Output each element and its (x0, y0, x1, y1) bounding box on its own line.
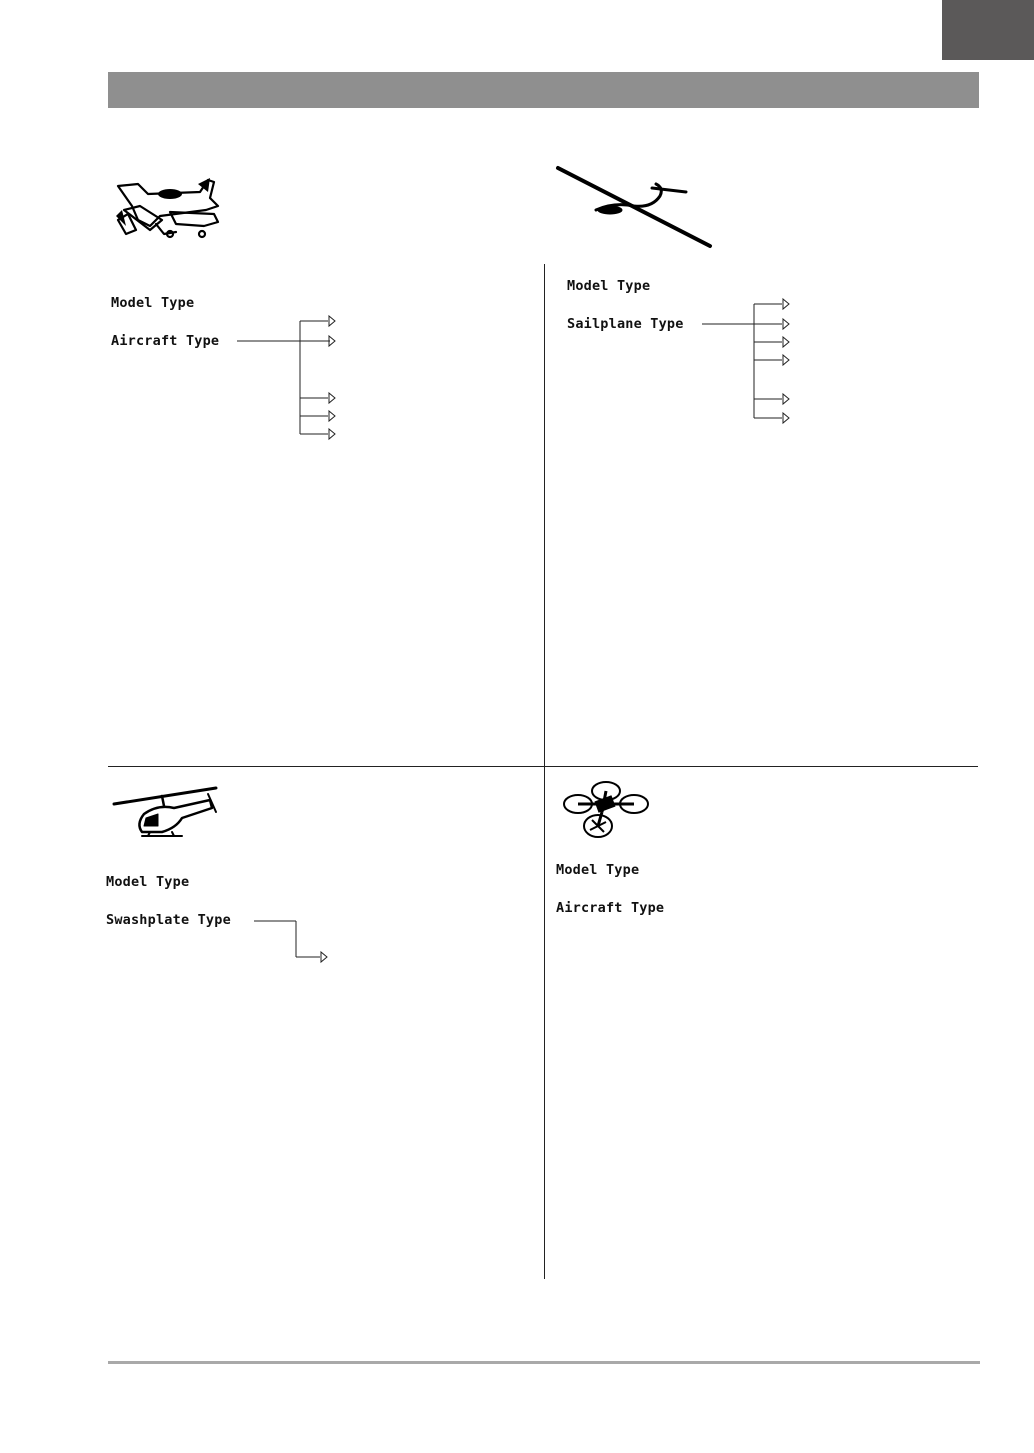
sailplane-type-tree (696, 296, 806, 426)
column-divider-top (544, 264, 545, 766)
helicopter-icon (112, 784, 222, 840)
swashplate-type-tree (250, 914, 340, 970)
footer-rule (108, 1361, 980, 1364)
swashplate-type-label: Swashplate Type (106, 912, 231, 928)
aircraft-type-tree (230, 314, 350, 444)
model-type-label: Model Type (111, 295, 195, 311)
aircraft-type-label: Aircraft Type (556, 900, 665, 916)
model-type-label: Model Type (106, 874, 190, 890)
chapter-tab (942, 0, 1034, 60)
quadcopter-icon (562, 780, 654, 840)
section-header-bar (108, 72, 979, 108)
aircraft-type-label: Aircraft Type (111, 333, 220, 349)
sailplane-type-label: Sailplane Type (567, 316, 684, 332)
model-type-label: Model Type (567, 278, 651, 294)
model-type-label: Model Type (556, 862, 640, 878)
airplane-icon (110, 176, 226, 240)
row-divider (108, 766, 978, 767)
column-divider-bottom (544, 767, 545, 1279)
sailplane-icon (556, 166, 714, 250)
